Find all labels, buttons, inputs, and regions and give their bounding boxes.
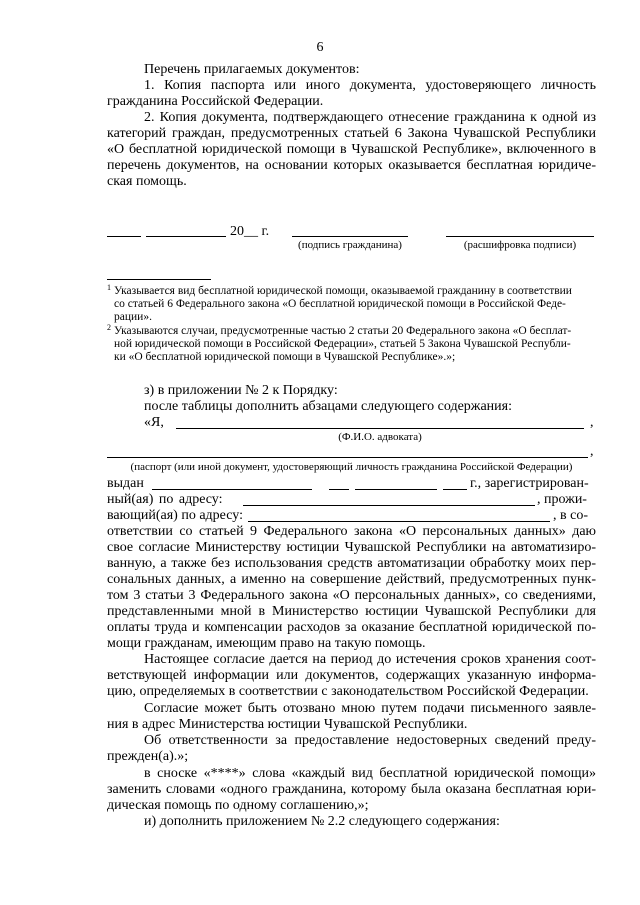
consent-line6: представленными мной в Министерство юстиции Чувашской Республики для <box>107 604 596 619</box>
issued-month-blank <box>355 489 437 490</box>
liability-line2: прежден(а).»; <box>107 749 189 764</box>
term-line1: Настоящее согласие дается на период до истечения сроков хранения соот- <box>144 652 596 667</box>
revoke-line2: ния в адрес Министерства юстиции Чувашской Республики. <box>107 717 468 732</box>
attachments-heading: Перечень прилагаемых документов: <box>144 62 360 77</box>
attachment-item1-line2: гражданина Российской Федерации. <box>107 94 324 109</box>
issued-label: выдан <box>107 476 144 491</box>
footnote2-line3: ки «О бесплатной юридической помощи в Чувашской Республике».»; <box>114 351 456 363</box>
fio-line <box>176 428 584 429</box>
living-end: , в со- <box>553 508 588 523</box>
footnote-amend-line3: дическая помощь по одному соглашению,»; <box>107 798 369 813</box>
after-table-text: после таблицы дополнить абзацами следующего содержания: <box>144 399 512 414</box>
consent-line8: мощи гражданам, имеющим право на такую помощь. <box>107 636 426 651</box>
item-z: з) в приложении № 2 к Порядку: <box>144 383 338 398</box>
consent-line5: том 3 статьи 3 Федерального закона «О персональных данных», со сведениями, <box>107 588 596 603</box>
living-address-blank <box>248 521 550 522</box>
decryption-line <box>446 236 594 237</box>
footnote1-line2: со статьей 6 Федерального закона «О бесплатной юридической помощи в Российской Феде- <box>114 298 566 310</box>
liability-line1: Об ответственности за предоставление недостоверных сведений преду- <box>144 733 596 748</box>
consent-line4: сональных данных, а именно на совершение действий, предусмотренных пунк- <box>107 572 596 587</box>
term-line2: ветствующей информации или документов, содержащих указанную информа- <box>107 668 596 683</box>
issued-end: г., зарегистрирован- <box>470 476 589 491</box>
attachment-item2-line3: «О бесплатной юридической помощи в Чувашской Республике», включенного в <box>107 142 596 157</box>
footnote2-mark: 2 <box>107 323 111 332</box>
decryption-caption: (расшифровка подписи) <box>463 239 577 251</box>
issued-by-blank <box>152 489 312 490</box>
footnote2-line2: ной юридической помощи в Российской Федерации», статьей 5 Закона Чувашской Республи- <box>114 338 571 350</box>
footnote1-line3: рации». <box>114 311 152 323</box>
footnote1-mark: 1 <box>107 283 111 292</box>
attachment-item2-line4: перечень документов, на основании которых оказывается бесплатная юридиче- <box>107 158 596 173</box>
passport-line <box>107 457 588 458</box>
passport-caption: (паспорт (или иной документ, удостоверяющий личность гражданина Российской Федерации) <box>130 461 573 473</box>
issued-day-blank <box>329 489 349 490</box>
consent-line7: оплаты труда и компенсации расходов за оказание бесплатной юридической по- <box>107 620 596 635</box>
registered-end: , прожи- <box>537 492 587 507</box>
consent-line1: ответствии со статьей 9 Федерального закона «О персональных данных» даю <box>107 524 596 539</box>
footnote-amend-line1: в сноске «****» слова «каждый вид бесплатной юридической помощи» <box>144 766 596 781</box>
signature-line <box>292 236 408 237</box>
attachment-item2-line1: 2. Копия документа, подтверждающего отнесение гражданина к одной из <box>144 110 596 125</box>
consent-line2: свое согласие Министерству юстиции Чувашской Республики на автоматизиро- <box>107 540 596 555</box>
attachment-item2-line2: категорий граждан, предусмотренных статьей 6 Закона Чувашской Республики <box>107 126 596 141</box>
registered-address-blank <box>243 505 535 506</box>
attachment-item2-line5: ская помощь. <box>107 174 187 189</box>
registered-label: ный(ая) по адресу: <box>107 492 223 507</box>
ya-text: «Я, <box>144 415 164 430</box>
footnote-amend-line2: заменить словами «одного гражданина, которому была оказана бесплатная юри- <box>107 782 596 797</box>
revoke-line1: Согласие может быть отозвано мною путем подачи письменного заявле- <box>144 701 596 716</box>
issued-year-blank <box>443 489 467 490</box>
passport-comma: , <box>590 444 594 459</box>
footnote1-line1: Указывается вид бесплатной юридической помощи, оказываемой гражданину в соответствии <box>114 285 572 297</box>
item-i: и) дополнить приложением № 2.2 следующего содержания: <box>144 814 500 829</box>
page-number: 6 <box>316 40 324 55</box>
attachment-item1-line1: 1. Копия паспорта или иного документа, удостоверяющего личность <box>144 78 596 93</box>
date-year: 20__ г. <box>230 224 270 239</box>
fio-comma: , <box>590 415 594 430</box>
term-line3: цию, определяемых в соответствии с законодательством Российской Федерации. <box>107 684 589 699</box>
date-month-blank <box>146 236 226 237</box>
consent-line3: ванную, а также без использования средств автоматизации обработку моих пер- <box>107 556 596 571</box>
fio-caption: (Ф.И.О. адвоката) <box>338 431 422 443</box>
living-label: вающий(ая) по адресу: <box>107 508 243 523</box>
signature-caption: (подпись гражданина) <box>298 239 402 251</box>
footnote-separator <box>107 279 211 280</box>
date-day-blank <box>107 236 141 237</box>
footnote2-line1: Указываются случаи, предусмотренные частью 2 статьи 20 Федерального закона «О бесплат- <box>114 325 572 337</box>
